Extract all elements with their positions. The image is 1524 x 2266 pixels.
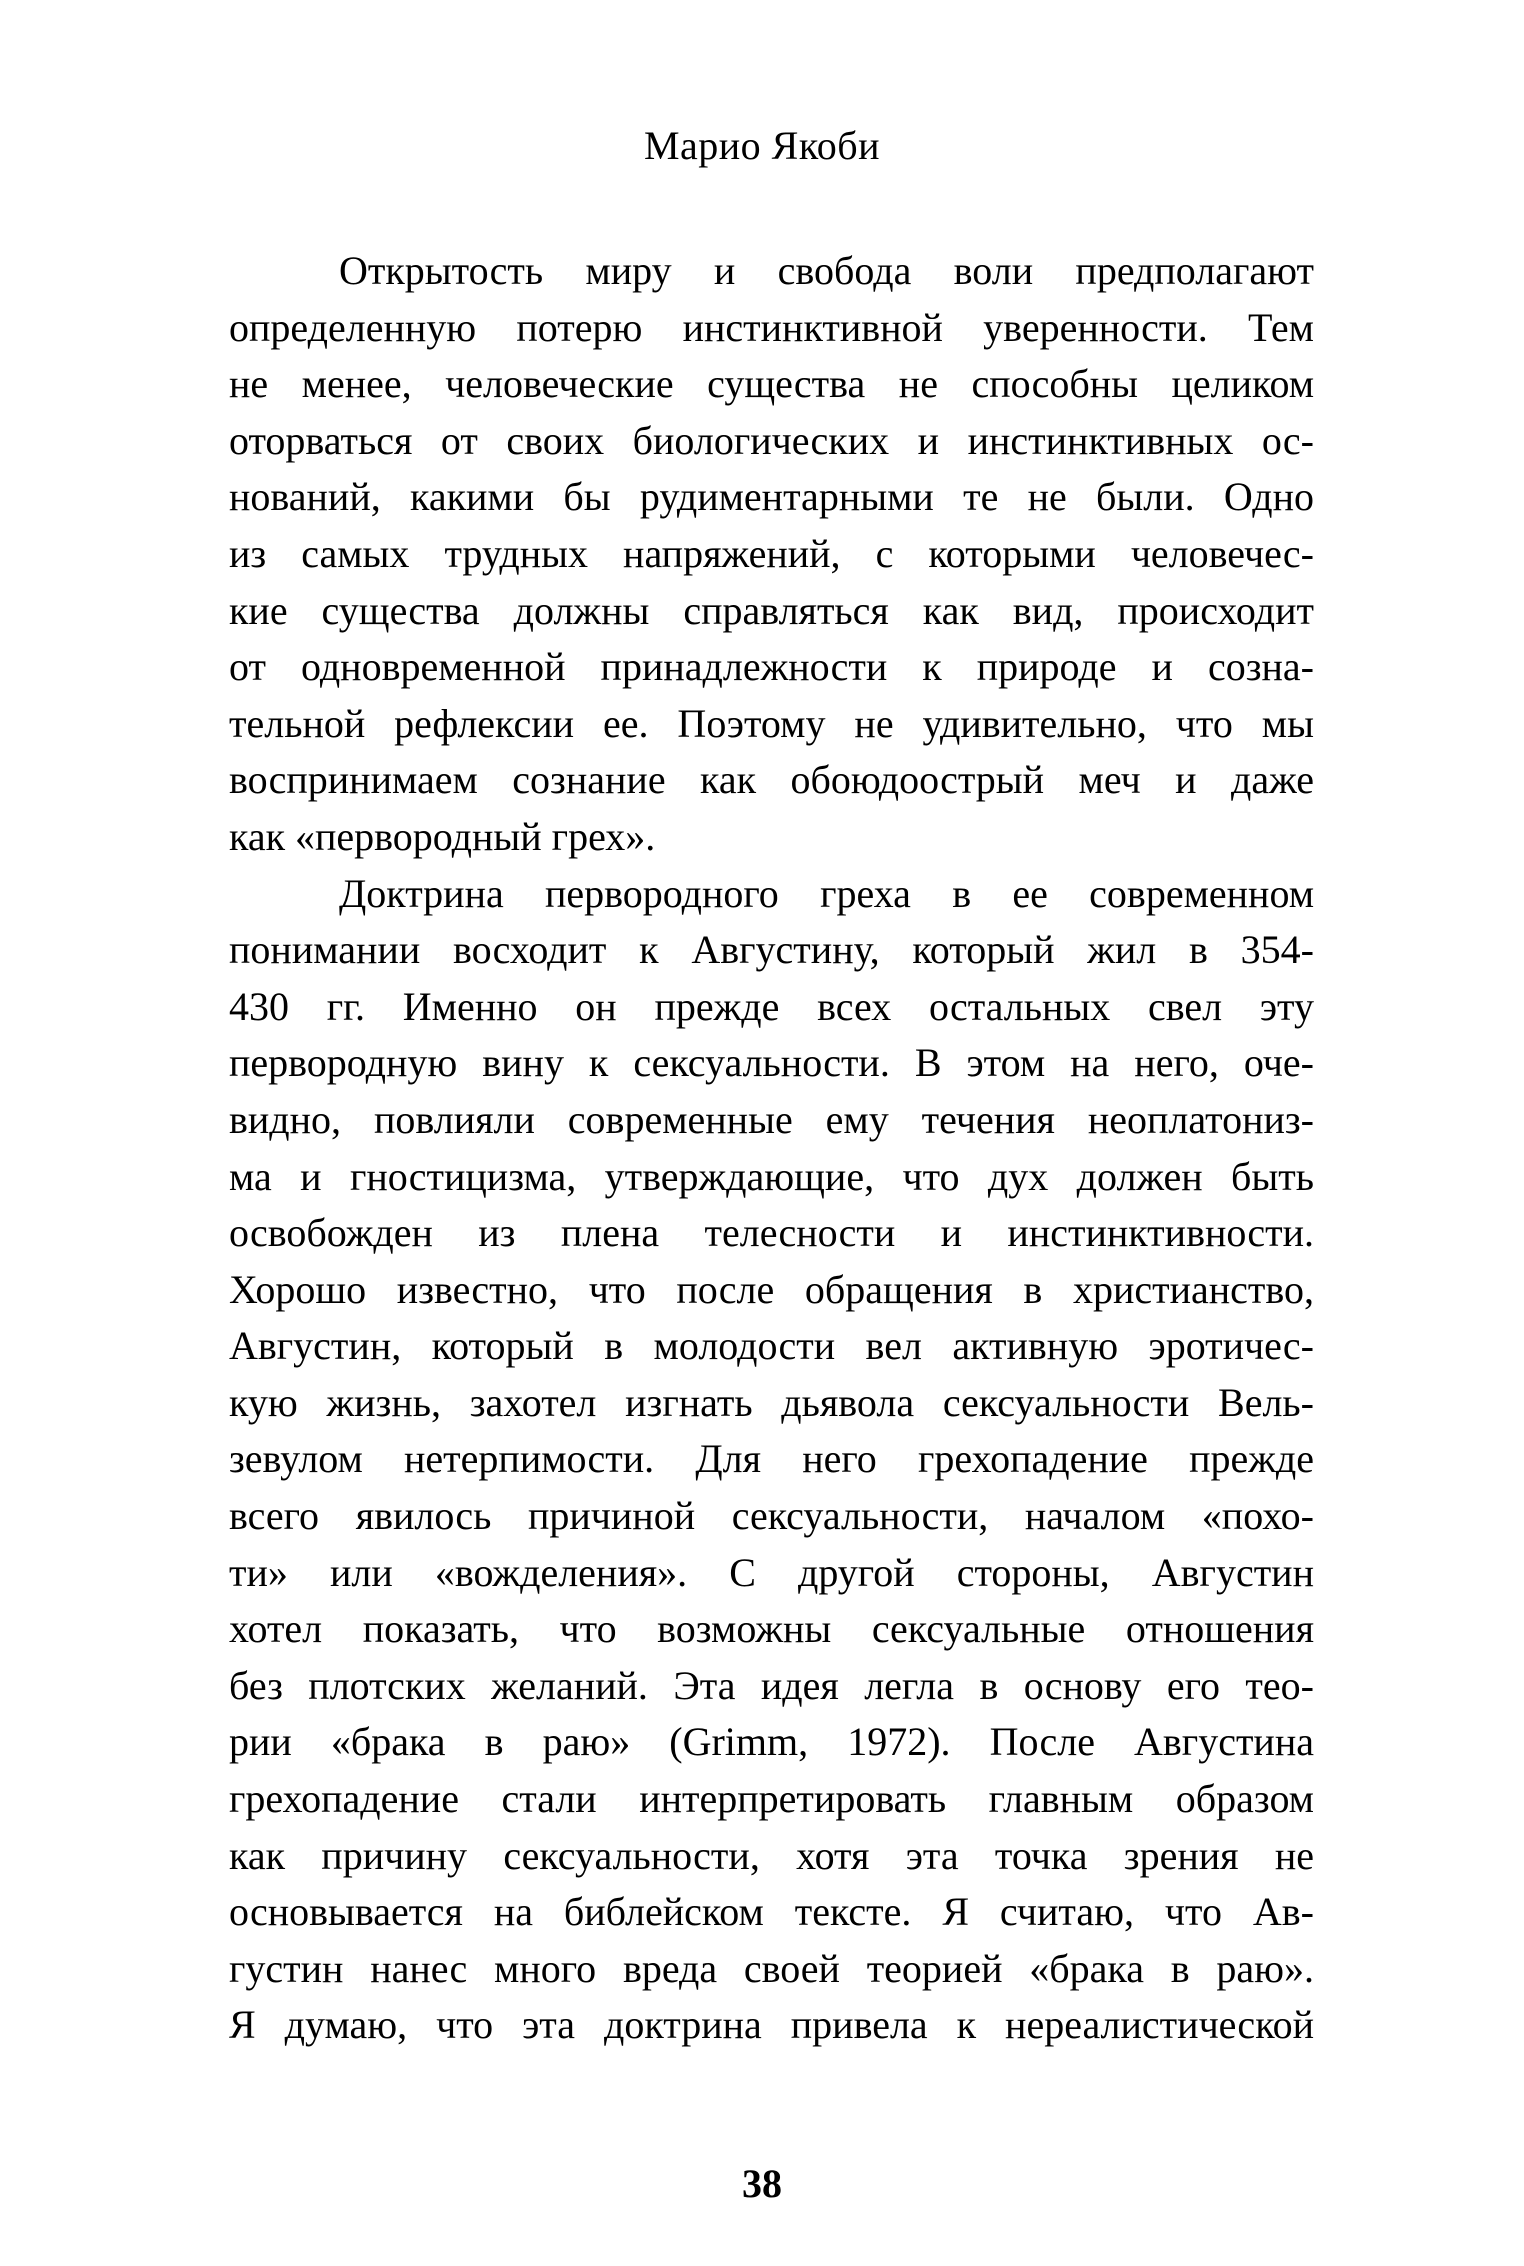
text-line: Хорошо известно, что после обращения в христианство, [229, 1266, 1314, 1312]
text-line: без плотских желаний. Эта идея легла в основу его тео- [229, 1662, 1314, 1708]
text-line: от одновременной принадлежности к природе и созна- [229, 644, 1314, 690]
text-line: видно, повлияли современные ему течения неоплатониз- [229, 1096, 1314, 1142]
text-line: понимании восходит к Августину, который жил в 354- [229, 927, 1314, 973]
text-line: рии «брака в раю» (Grimm, 1972). После Августина [229, 1719, 1314, 1765]
text-line: Я думаю, что эта доктрина привела к нереалистической [229, 2002, 1314, 2048]
text-line: Открытость миру и свобода воли предполагают [339, 248, 1314, 293]
text-line: освобожден из плена телесности и инстинктивности. [229, 1210, 1314, 1256]
text-line: 430 гг. Именно он прежде всех остальных свел эту [229, 983, 1314, 1029]
text-line: хотел показать, что возможны сексуальные отношения [229, 1606, 1314, 1652]
text-line: ма и гностицизма, утверждающие, что дух должен быть [229, 1153, 1314, 1199]
text-line: как причину сексуальности, хотя эта точка зрения не [229, 1832, 1314, 1878]
text-line: определенную потерю инстинктивной уверенности. Тем [229, 304, 1314, 350]
page-number: 38 [742, 2161, 782, 2206]
text-line: тельной рефлексии ее. Поэтому не удивительно, что мы [229, 700, 1314, 746]
text-line: кие существа должны справляться как вид, происходит [229, 587, 1314, 633]
running-header-title: Марио Якоби [643, 123, 881, 168]
text-line: не менее, человеческие существа не способны целиком [229, 361, 1314, 407]
text-line: ти» или «вожделения». С другой стороны, Августин [229, 1549, 1314, 1595]
text-line: Августин, который в молодости вел активную эротичес- [229, 1323, 1314, 1369]
body-text [229, 243, 1314, 2054]
text-line: нований, какими бы рудиментарными те не были. Одно [229, 474, 1314, 520]
text-line: основывается на библейском тексте. Я считаю, что Ав- [229, 1889, 1314, 1935]
text-line: зевулом нетерпимости. Для него грехопадение прежде [229, 1436, 1314, 1482]
text-line: кую жизнь, захотел изгнать дьявола сексуальности Вель- [229, 1379, 1314, 1425]
paragraph-1 [229, 243, 1314, 866]
paragraph-2 [229, 866, 1314, 2054]
text-line: грехопадение стали интерпретировать главным образом [229, 1776, 1314, 1822]
text-line: густин нанес много вреда своей теорией «брака в раю». [229, 1945, 1314, 1991]
text-line: первородную вину к сексуальности. В этом на него, оче- [229, 1040, 1314, 1086]
text-line: всего явилось причиной сексуальности, началом «похо- [229, 1493, 1314, 1539]
text-line: оторваться от своих биологических и инстинктивных ос- [229, 417, 1314, 463]
text-line: воспринимаем сознание как обоюдоострый меч и даже [229, 757, 1314, 803]
text-line: как «первородный грех». [229, 813, 656, 859]
text-line: Доктрина первородного греха в ее современном [339, 870, 1314, 916]
text-line: из самых трудных напряжений, с которыми человечес- [229, 530, 1314, 576]
